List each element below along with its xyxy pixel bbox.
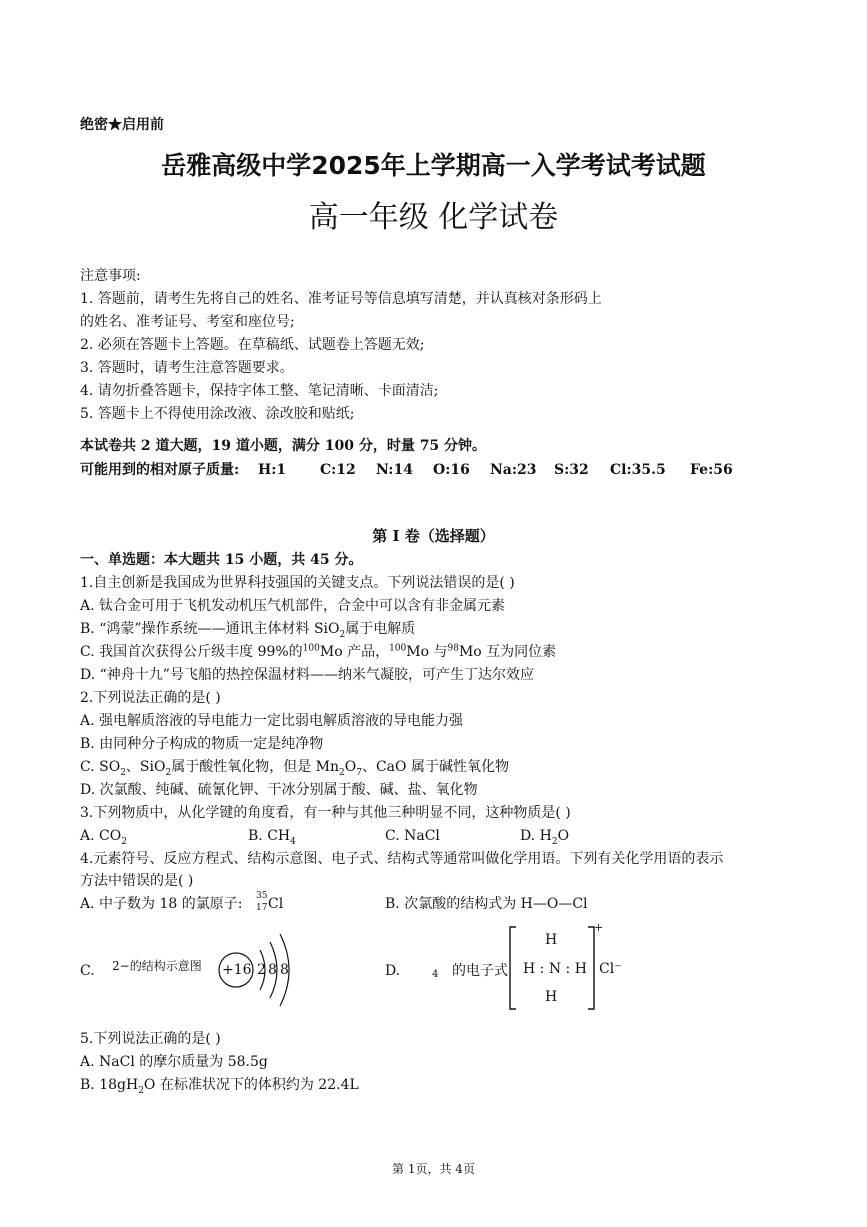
- exam-title: 岳雅高级中学2025年上学期高一入学考试考试题: [161, 151, 706, 180]
- question-stem-cont: 方法中错误的是( ): [80, 873, 194, 889]
- option-text: O: [344, 759, 357, 775]
- subscript: 2: [339, 629, 346, 640]
- option-b: [80, 1077, 359, 1094]
- mass-number: 35: [256, 891, 268, 901]
- option-text: B. CH: [248, 828, 291, 844]
- atomic-mass: O:16: [433, 462, 470, 478]
- option-a: A. 强电解质溶液的导电能力一定比弱电解质溶液的导电能力强: [80, 713, 464, 729]
- option-a: A. NaCl 的摩尔质量为 58.5g: [80, 1054, 268, 1070]
- exam-subtitle: 高一年级 化学试卷: [308, 200, 559, 235]
- atomic-mass: N:14: [376, 462, 413, 478]
- option-text: 、SiO: [125, 759, 166, 775]
- option-d: D. 次氯酸、纯碱、硫氰化钾、干冰分别属于酸、碱、盐、氧化物: [80, 782, 478, 798]
- option-c: C. NaCl: [385, 828, 440, 844]
- electron-formula-caption: 的电子式: [452, 963, 508, 979]
- option-b: [80, 621, 415, 638]
- option-d: [520, 828, 569, 845]
- note-item: 的姓名、准考证号、考室和座位号;: [80, 314, 295, 330]
- subscript: 4: [432, 969, 439, 980]
- left-bracket: [510, 927, 516, 1009]
- option-text: O 在标准状况下的体积约为 22.4L: [143, 1077, 359, 1093]
- superscript: 98: [447, 643, 459, 654]
- option-text: 、CaO 属于碱性氧化物: [361, 759, 509, 775]
- atomic-mass: Cl:35.5: [610, 462, 666, 478]
- subscript: 2: [339, 767, 345, 778]
- chloride-anion: Cl⁻: [599, 961, 622, 977]
- atomic-mass-label: 可能用到的相对原子质量:: [80, 462, 240, 478]
- atomic-mass: Na:23: [490, 462, 537, 478]
- subscript: 7: [356, 767, 362, 778]
- option-b: [248, 828, 296, 845]
- option-text: 属于酸性氧化物，但是 Mn: [171, 759, 340, 775]
- atomic-mass: Fe:56: [690, 462, 733, 478]
- atomic-mass: C:12: [320, 462, 356, 478]
- option-b: B. 次氯酸的结构式为 H—O—Cl: [385, 896, 588, 912]
- note-item: 4. 请勿折叠答题卡，保持字体工整、笔记清晰、卡面清洁;: [80, 383, 439, 399]
- option-a: A. 钛合金可用于飞机发动机压气机部件，合金中可以含有非金属元素: [80, 598, 506, 614]
- option-text: D. H: [520, 828, 552, 844]
- option-d: D. “神舟十九”号飞船的热控保温材料——纳米气凝胶，可产生丁达尔效应: [80, 667, 534, 683]
- subscript: 2: [120, 767, 126, 778]
- atomic-number: 17: [256, 903, 268, 913]
- cation-charge: +: [594, 921, 604, 934]
- notes-heading: 注意事项:: [80, 268, 141, 284]
- subscript: 2: [121, 836, 127, 847]
- option-a: A. 中子数为 18 的氯原子:: [80, 896, 243, 912]
- superscript: 100: [302, 643, 320, 654]
- question-stem: 2.下列说法正确的是( ): [80, 690, 221, 706]
- option-c: [80, 644, 556, 661]
- option-a: [80, 828, 127, 845]
- option-text: Mo 互为同位素: [458, 644, 557, 660]
- option-text: B. “鸿蒙”操作系统——通讯主体材料 SiO: [80, 621, 340, 637]
- superscript: 100: [389, 643, 407, 654]
- right-bracket: [588, 927, 594, 1009]
- ion-diagram-caption: 2−的结构示意图: [112, 959, 202, 973]
- option-text: C. SO: [80, 759, 121, 775]
- shell-electrons: 8: [280, 962, 289, 978]
- confidential-mark: 绝密★启用前: [80, 117, 164, 133]
- element-symbol: Cl: [268, 896, 284, 912]
- question-stem: 3.下列物质中，从化学键的角度看，有一种与其他三种明显不同，这种物质是( ): [80, 805, 571, 821]
- subscript: 4: [290, 836, 296, 847]
- option-text: O: [557, 828, 570, 844]
- note-item: 1. 答题前，请考生先将自己的姓名、准考证号等信息填写清楚，并认真核对条形码上: [80, 291, 602, 307]
- question-stem: 1.自主创新是我国成为世界科技强国的关键支点。下列说法错误的是( ): [80, 575, 515, 591]
- option-text: Mo 产品，: [319, 644, 390, 660]
- nucleus-charge: +16: [222, 962, 252, 978]
- note-item: 2. 必须在答题卡上答题。在草稿纸、试题卷上答题无效;: [80, 337, 425, 353]
- subscript: 2: [551, 836, 558, 847]
- part-heading: 一、单选题：本大题共 15 小题，共 45 分。: [80, 552, 363, 568]
- page-number: 第 1页，共 4页: [392, 1162, 475, 1176]
- option-b: B. 由同种分子构成的物质一定是纯净物: [80, 736, 324, 752]
- option-text: A. CO: [80, 828, 122, 844]
- hydrogen-top: H: [545, 932, 558, 948]
- atomic-mass: S:32: [554, 462, 589, 478]
- nh4-center-row: H : N : H: [523, 961, 587, 977]
- exam-info: 本试卷共 2 道大题，19 道小题，满分 100 分，时量 75 分钟。: [80, 438, 487, 454]
- question-stem: 4.元素符号、反应方程式、结构示意图、电子式、结构式等通常叫做化学用语。下列有关化学用语的表示: [80, 851, 724, 867]
- option-c-label: C.: [80, 963, 95, 979]
- option-text: B. 18gH: [80, 1077, 139, 1093]
- subscript: 2: [138, 1085, 144, 1096]
- option-text: 属于电解质: [345, 621, 416, 637]
- option-d-label: D.: [385, 963, 401, 979]
- note-item: 5. 答题卡上不得使用涂改液、涂改胶和贴纸;: [80, 406, 355, 422]
- note-item: 3. 答题时，请考生注意答题要求。: [80, 360, 294, 376]
- option-c: [80, 759, 509, 776]
- option-text: Mo 与: [406, 644, 448, 660]
- shell-electrons: 8: [268, 962, 277, 978]
- section-title: 第 I 卷（选择题）: [372, 527, 495, 545]
- hydrogen-bottom: H: [545, 989, 558, 1005]
- option-text: C. 我国首次获得公斤级丰度 99%的: [80, 644, 303, 660]
- subscript: 2: [165, 767, 172, 778]
- question-stem: 5.下列说法正确的是( ): [80, 1031, 221, 1047]
- shell-electrons: 2: [257, 962, 266, 978]
- atomic-mass: H:1: [258, 462, 287, 478]
